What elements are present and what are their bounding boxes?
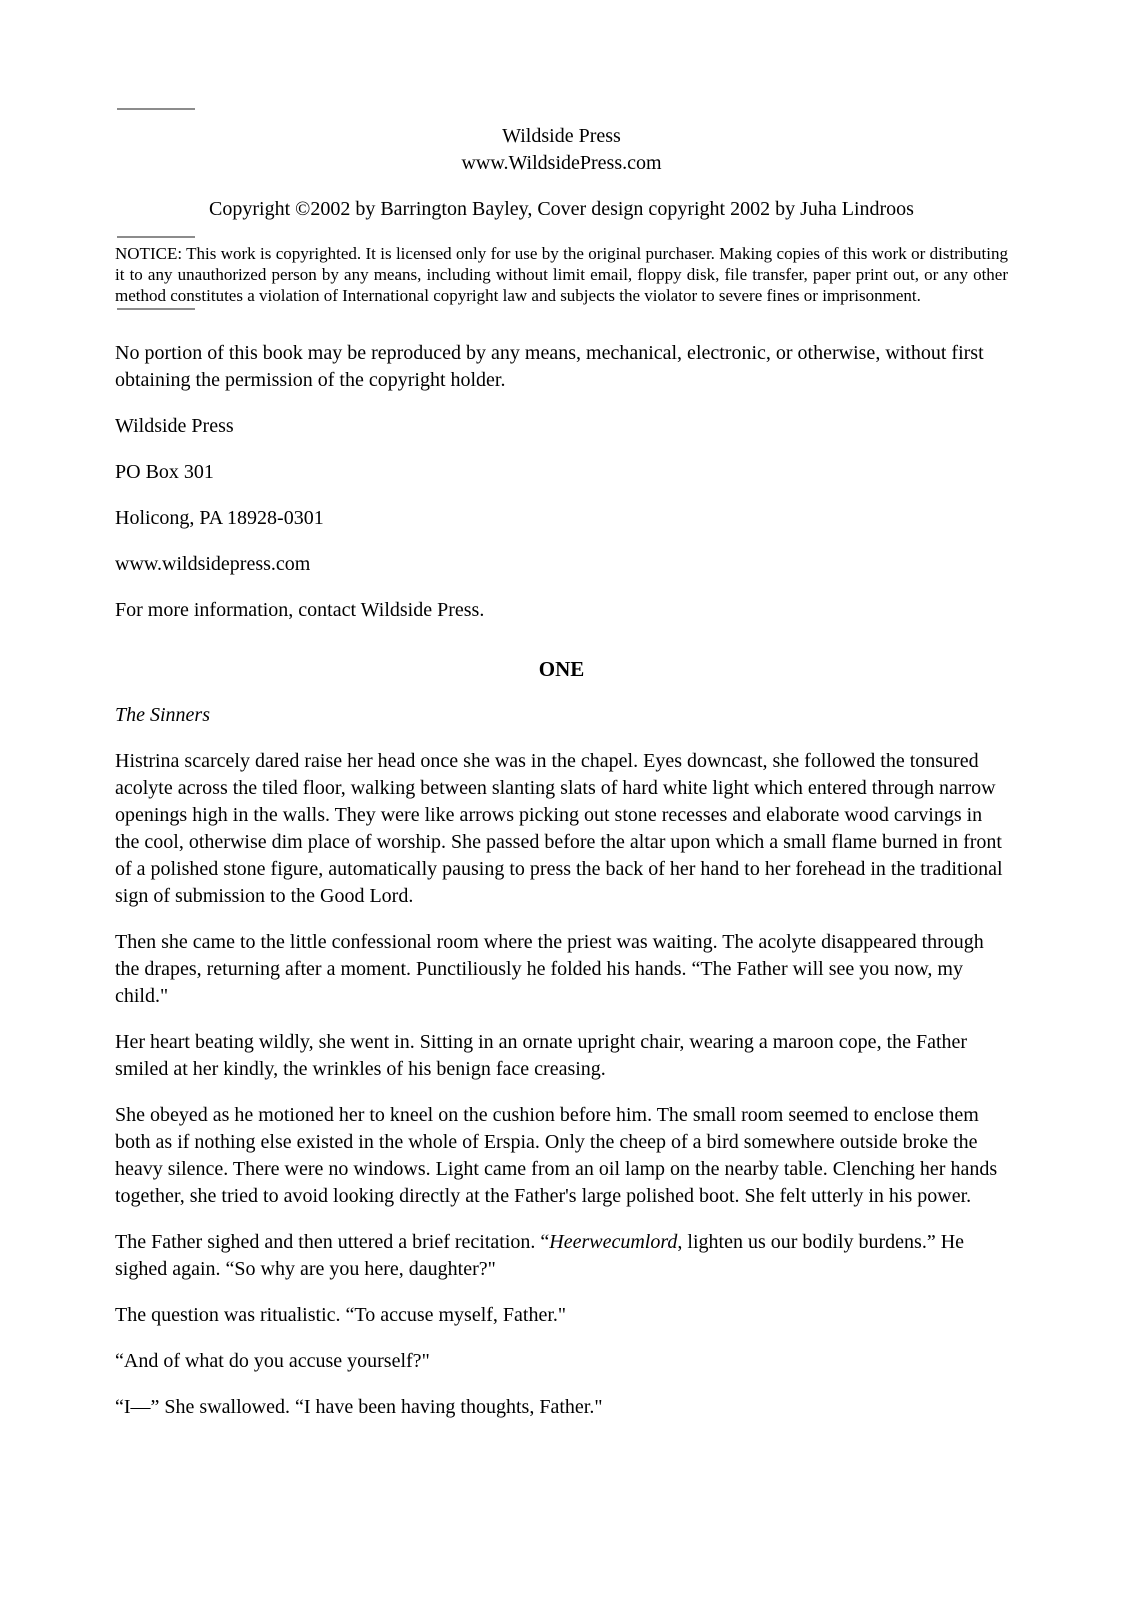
notice-top-divider bbox=[117, 236, 195, 238]
colophon-contact: For more information, contact Wildside Press. bbox=[115, 599, 485, 621]
story-paragraph: “I—” She swallowed. “I have been having thoughts, Father." bbox=[115, 1396, 603, 1418]
story-text-segment: , lighten us our bodily burdens.” He sighed again. “So why are you here, daughter?" bbox=[115, 1231, 965, 1280]
copyright-notice: NOTICE: This work is copyrighted. It is licensed only for use by the original purchaser. Making copies of this work or distributing it to any unauthorized person by any means, including without limit email, floppy disk, file transfer, paper print out, or any other method constitutes a violation of International copyright law and subjects the violator to severe fines or imprisonment. bbox=[115, 244, 1008, 305]
copyright-line: Copyright ©2002 by Barrington Bayley, Cover design copyright 2002 by Juha Lindroos bbox=[209, 198, 914, 220]
story-text-segment: The Father sighed and then uttered a brief recitation. “ bbox=[115, 1231, 550, 1253]
colophon-website: www.wildsidepress.com bbox=[115, 553, 311, 575]
publisher-name: Wildside Press bbox=[502, 125, 621, 147]
publisher-website: www.WildsidePress.com bbox=[461, 152, 662, 174]
colophon-po-box: PO Box 301 bbox=[115, 461, 214, 483]
page-content bbox=[115, 0, 1008, 1421]
story-paragraph: Then she came to the little confessional room where the priest was waiting. The acolyte disappeared through the drapes, returning after a moment. Punctiliously he folded his hands. “The Father will see you now, my child." bbox=[115, 931, 984, 1007]
story-text-segment-italic: Heerwecumlord bbox=[549, 1231, 678, 1253]
story-paragraph: The question was ritualistic. “To accuse myself, Father." bbox=[115, 1304, 567, 1326]
publisher-header bbox=[115, 123, 1008, 177]
story-paragraph: Her heart beating wildly, she went in. Sitting in an ornate upright chair, wearing a maroon cope, the Father smiled at her kindly, the wrinkles of his benign face creasing. bbox=[115, 1031, 968, 1080]
chapter-heading: ONE bbox=[538, 657, 585, 681]
colophon-publisher: Wildside Press bbox=[115, 415, 234, 437]
story-paragraph: Histrina scarcely dared raise her head once she was in the chapel. Eyes downcast, she followed the tonsured acolyte across the tiled floor, walking between slanting slats of hard white light which entered through narrow openings high in the walls. They were like arrows picking out stone recesses and elaborate wood carvings in the cool, otherwise dim place of worship. She passed before the altar upon which a small flame burned in front of a polished stone figure, automatically pausing to press the back of her hand to her forehead in the traditional sign of submission to the Good Lord. bbox=[115, 750, 1003, 907]
story-paragraph: “And of what do you accuse yourself?" bbox=[115, 1350, 430, 1372]
colophon-city-state-zip: Holicong, PA 18928-0301 bbox=[115, 507, 324, 529]
story-paragraph: She obeyed as he motioned her to kneel on the cushion before him. The small room seemed to enclose them both as if nothing else existed in the whole of Erspia. Only the cheep of a bird somewhere outside broke the heavy silence. There were no windows. Light came from an oil lamp on the nearby table. Clenching her hands together, she tried to avoid looking directly at the Father's large polished boot. She felt utterly in his power. bbox=[115, 1104, 998, 1207]
reproduction-statement: No portion of this book may be reproduced by any means, mechanical, electronic, or otherwise, without first obtaining the permission of the copyright holder. bbox=[115, 342, 984, 391]
story-paragraph bbox=[115, 1229, 1008, 1283]
notice-bottom-divider bbox=[117, 308, 195, 310]
chapter-subheading: The Sinners bbox=[115, 704, 210, 726]
top-divider bbox=[117, 108, 195, 110]
